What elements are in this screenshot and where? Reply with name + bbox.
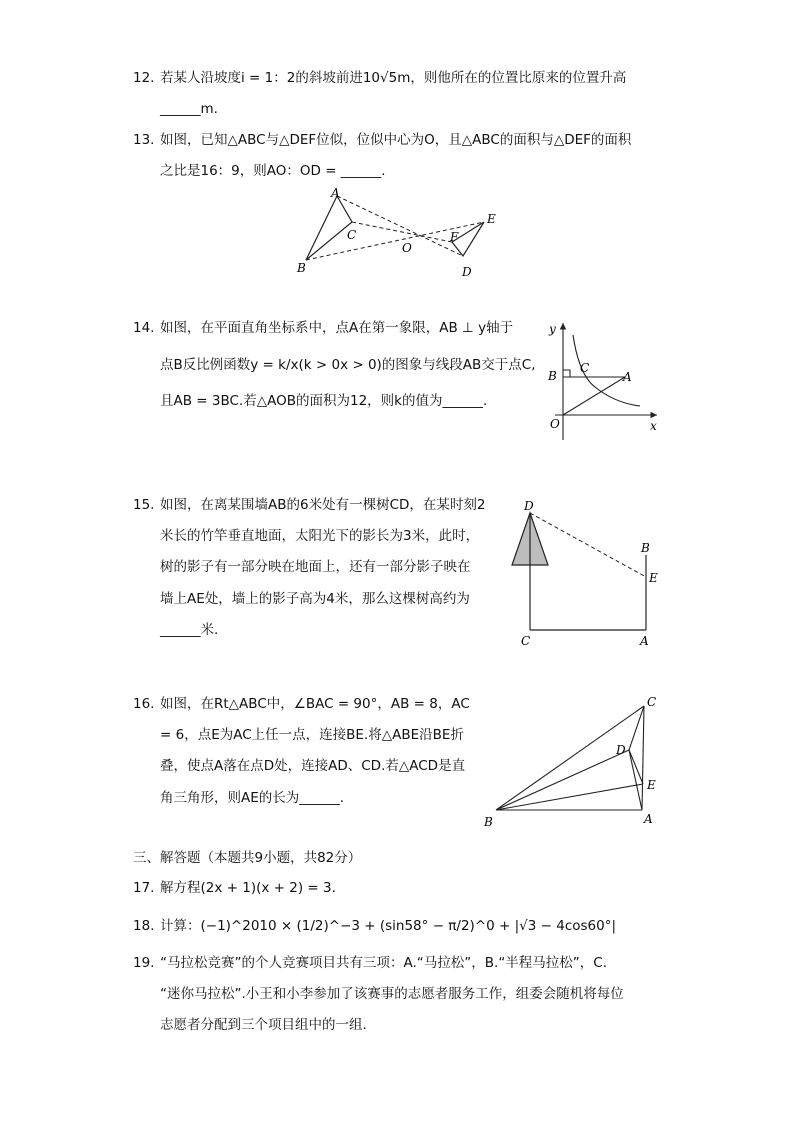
q16-label-e: E — [647, 778, 656, 792]
q13-number: 13. — [133, 132, 155, 148]
q16-line-2: = 6，点E为AC上任一点，连接BE.将△ABE沿BE折 — [160, 727, 464, 743]
q15-line-4: 墙上AE处，墙上的影子高为4米，那么这棵树高约为 — [160, 591, 470, 607]
q14-label-x: x — [650, 419, 657, 433]
q13-label-b: B — [297, 261, 306, 275]
q12-number: 12. — [133, 70, 155, 86]
q15-sun-ray — [530, 513, 646, 577]
q15-label-c: C — [521, 634, 531, 648]
q12-line-2: ______m. — [160, 101, 218, 117]
q15-label-a: A — [640, 634, 649, 648]
q15-label-d: D — [524, 499, 534, 513]
q15-line-5: ______米. — [160, 622, 219, 638]
q19-line-3: 志愿者分配到三个项目组中的一组. — [160, 1017, 367, 1033]
q15-line-3: 树的影子有一部分映在地面上，还有一部分影子映在 — [160, 559, 471, 575]
q13-label-f: F — [450, 230, 459, 244]
q14-segment-oa — [563, 377, 625, 415]
q16-line-1: 如图，在Rt△ABC中，∠BAC = 90°，AB = 8，AC — [160, 696, 470, 712]
q13-line-2: 之比是16：9，则AO：OD = ______. — [160, 163, 386, 179]
q14-label-c: C — [580, 361, 590, 375]
q13-label-c: C — [347, 228, 357, 242]
q13-label-d: D — [462, 265, 472, 279]
q16-seg-be — [496, 784, 643, 810]
q13-label-o: O — [402, 241, 412, 255]
q16-label-c: C — [647, 695, 657, 709]
q14-label-o: O — [550, 417, 560, 431]
q14-number: 14. — [133, 320, 155, 336]
q16-figure — [480, 690, 665, 835]
q17-line-1: 解方程(2x + 1)(x + 2) = 3. — [160, 880, 336, 896]
q19-line-1: “马拉松竞赛”的个人竞赛项目共有三项：A.“马拉松”，B.“半程马拉松”，C. — [160, 955, 608, 971]
q14-label-b: B — [548, 369, 557, 383]
q12-line-1: 若某人沿坡度i = 1：2的斜坡前进10√5m，则他所在的位置比原来的位置升高 — [160, 70, 627, 86]
q16-label-a: A — [644, 812, 653, 826]
q13-line-1: 如图，已知△ABC与△DEF位似，位似中心为O，且△ABC的面积与△DEF的面积 — [160, 132, 632, 148]
q14-right-angle-mark — [563, 370, 570, 377]
q13-triangle-abc — [306, 196, 352, 260]
q17-number: 17. — [133, 880, 155, 896]
q14-line-1: 如图，在平面直角坐标系中，点A在第一象限，AB ⊥ y轴于 — [160, 320, 514, 336]
q15-label-b: B — [641, 541, 650, 555]
q13-dash-ad — [337, 196, 463, 256]
q16-seg-dc — [629, 706, 644, 750]
q16-number: 16. — [133, 696, 155, 712]
q14-label-a: A — [623, 370, 632, 384]
q16-line-4: 角三角形，则AE的长为______. — [160, 790, 345, 806]
q18-line-1: 计算：(−1)^2010 × (1/2)^−3 + (sin58° − π/2)^0 + |√3 − 4cos60°| — [160, 918, 617, 934]
q15-number: 15. — [133, 497, 155, 513]
q16-seg-bd — [496, 750, 629, 810]
q13-label-e: E — [487, 212, 496, 226]
q14-figure — [535, 315, 665, 445]
q14-line-2: 点B反比例函数y = k/x(k > 0x > 0)的图象与线段AB交于点C, — [160, 357, 536, 373]
q13-figure — [290, 185, 510, 280]
q15-label-e: E — [649, 571, 658, 585]
q16-seg-bc — [496, 706, 644, 810]
q15-line-1: 如图，在离某围墙AB的6米处有一棵树CD，在某时刻2 — [160, 497, 486, 513]
q16-line-3: 叠，使点A落在点D处，连接AD、CD.若△ACD是直 — [160, 758, 466, 774]
q16-seg-da — [629, 750, 642, 810]
q16-label-d: D — [616, 743, 626, 757]
q19-number: 19. — [133, 955, 155, 971]
q16-seg-de — [629, 750, 643, 784]
q13-label-a: A — [331, 186, 340, 200]
section-title: 三、解答题（本题共9小题，共82分） — [133, 850, 362, 866]
q19-line-2: “迷你马拉松”.小王和小李参加了该赛事的志愿者服务工作，组委会随机将每位 — [160, 986, 624, 1002]
q14-label-y: y — [549, 322, 556, 336]
q16-seg-ac — [642, 706, 644, 810]
q16-label-b: B — [484, 815, 493, 829]
q15-figure — [510, 495, 660, 650]
q15-line-2: 米长的竹竿垂直地面，太阳光下的影长为3米，此时， — [160, 528, 480, 544]
q14-line-3: 且AB = 3BC.若△AOB的面积为12，则k的值为______. — [160, 393, 488, 409]
q18-number: 18. — [133, 918, 155, 934]
